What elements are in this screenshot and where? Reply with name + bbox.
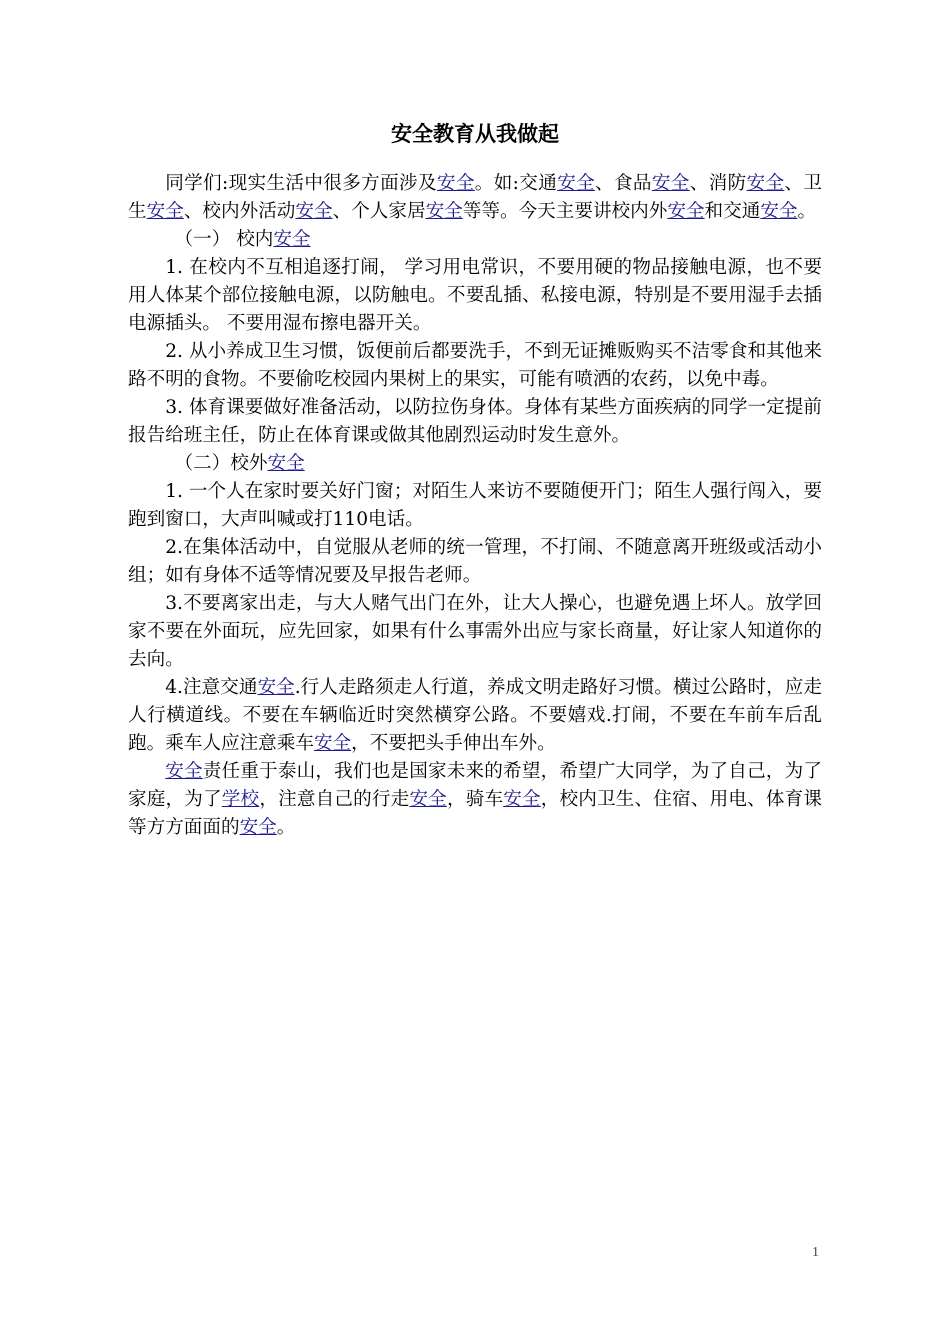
paragraph-off-campus-1: 1. 一个人在家时要关好门窗；对陌生人来访不要随便开门；陌生人强行闯入，要跑到窗口，大声叫喊或打110电话。 [128, 481, 822, 530]
paragraph-campus-3: 3. 体育课要做好准备活动，以防拉伤身体。身体有某些方面疾病的同学一定提前报告给班主任，防止在体育课或做其他剧烈运动时发生意外。 [128, 397, 822, 446]
text-run: .行人走路须走人行道，养成文明走路好习惯。横过公路时，应走人行横道线。不要在车辆临近时突然横穿公路。不要嬉戏.打闹，不要在车前车后乱跑。乘车人应注意乘车 [128, 677, 822, 754]
text-run: 。 [276, 817, 296, 838]
text-run: 等等。今天主要讲校内外 [462, 201, 668, 222]
text-run: 同学们:现实生活中很多方面涉及 [165, 173, 437, 194]
paragraph-off-campus-2: 2.在集体活动中，自觉服从老师的统一管理，不打闹、不随意离开班级或活动小组；如有身体不适等情况要及早报告老师。 [128, 537, 822, 586]
link-safety[interactable]: 安全 [651, 173, 690, 194]
link-safety[interactable]: 安全 [146, 201, 184, 222]
intro-paragraph [128, 170, 822, 226]
link-safety[interactable]: 安全 [267, 453, 305, 474]
text-run: 、消防 [689, 173, 747, 194]
section-heading-off-campus [128, 450, 822, 478]
text-run: 、校内外活动 [183, 201, 296, 222]
text-run: （一） 校内 [174, 229, 274, 250]
link-safety[interactable]: 安全 [409, 789, 447, 810]
link-safety[interactable]: 安全 [746, 173, 785, 194]
link-safety[interactable]: 安全 [295, 201, 333, 222]
text-run: ，不要把头手伸出车外。 [351, 733, 556, 754]
document-title: 安全教育从我做起 [391, 122, 559, 146]
text-run: （二）校外 [174, 453, 268, 474]
text-run: ，注意自己的行走 [259, 789, 410, 810]
paragraph-off-campus-4 [128, 674, 822, 758]
text-run: ，校内卫生、住宿、用电、体育课等方方面面的 [128, 789, 822, 838]
closing-paragraph [128, 758, 822, 842]
text-run: 、食品 [595, 173, 652, 194]
text-run: 4.注意交通 [165, 677, 258, 698]
text-run: 。 [797, 201, 817, 222]
paragraph-campus-2: 2. 从小养成卫生习惯，饭便前后都要洗手，不到无证摊贩购买不洁零食和其他来路不明的食物。不要偷吃校园内果树上的果实，可能有喷洒的农药，以免中毒。 [128, 341, 822, 390]
link-safety[interactable]: 安全 [165, 761, 203, 782]
link-safety[interactable]: 安全 [760, 201, 798, 222]
text-run: ，骑车 [446, 789, 504, 810]
text-run: 、卫生 [128, 173, 822, 222]
text-run: 和交通 [704, 201, 761, 222]
page-number: 1 [812, 1245, 819, 1260]
paragraph-off-campus-3: 3.不要离家出走，与大人赌气出门在外，让大人操心，也避免遇上坏人。放学回家不要在外面玩，应先回家，如果有什么事需外出应与家长商量，好让家人知道你的去向。 [128, 593, 822, 670]
link-school[interactable]: 学校 [221, 789, 260, 810]
text-run: 责任重于泰山，我们也是国家未来的希望，希望广大同学，为了自己，为了家庭，为了 [128, 761, 822, 810]
link-safety[interactable]: 安全 [436, 173, 475, 194]
section-heading-on-campus [128, 226, 822, 254]
link-safety[interactable]: 安全 [557, 173, 596, 194]
text-run: 、个人家居 [332, 201, 426, 222]
paragraph-campus-1: 1. 在校内不互相追逐打闹， 学习用电常识，不要用硬的物品接触电源，也不要用人体某个部位接触电源，以防触电。不要乱插、私接电源，特别是不要用湿手去插电源插头。 不要用湿布擦电器开关。 [128, 257, 822, 334]
link-safety[interactable]: 安全 [273, 229, 311, 250]
link-safety[interactable]: 安全 [313, 733, 352, 754]
link-safety[interactable]: 安全 [239, 817, 277, 838]
text-run: 。如:交通 [474, 173, 558, 194]
link-safety[interactable]: 安全 [667, 201, 705, 222]
link-safety[interactable]: 安全 [503, 789, 541, 810]
link-safety[interactable]: 安全 [425, 201, 463, 222]
document-body [128, 170, 822, 842]
link-safety[interactable]: 安全 [257, 677, 295, 698]
